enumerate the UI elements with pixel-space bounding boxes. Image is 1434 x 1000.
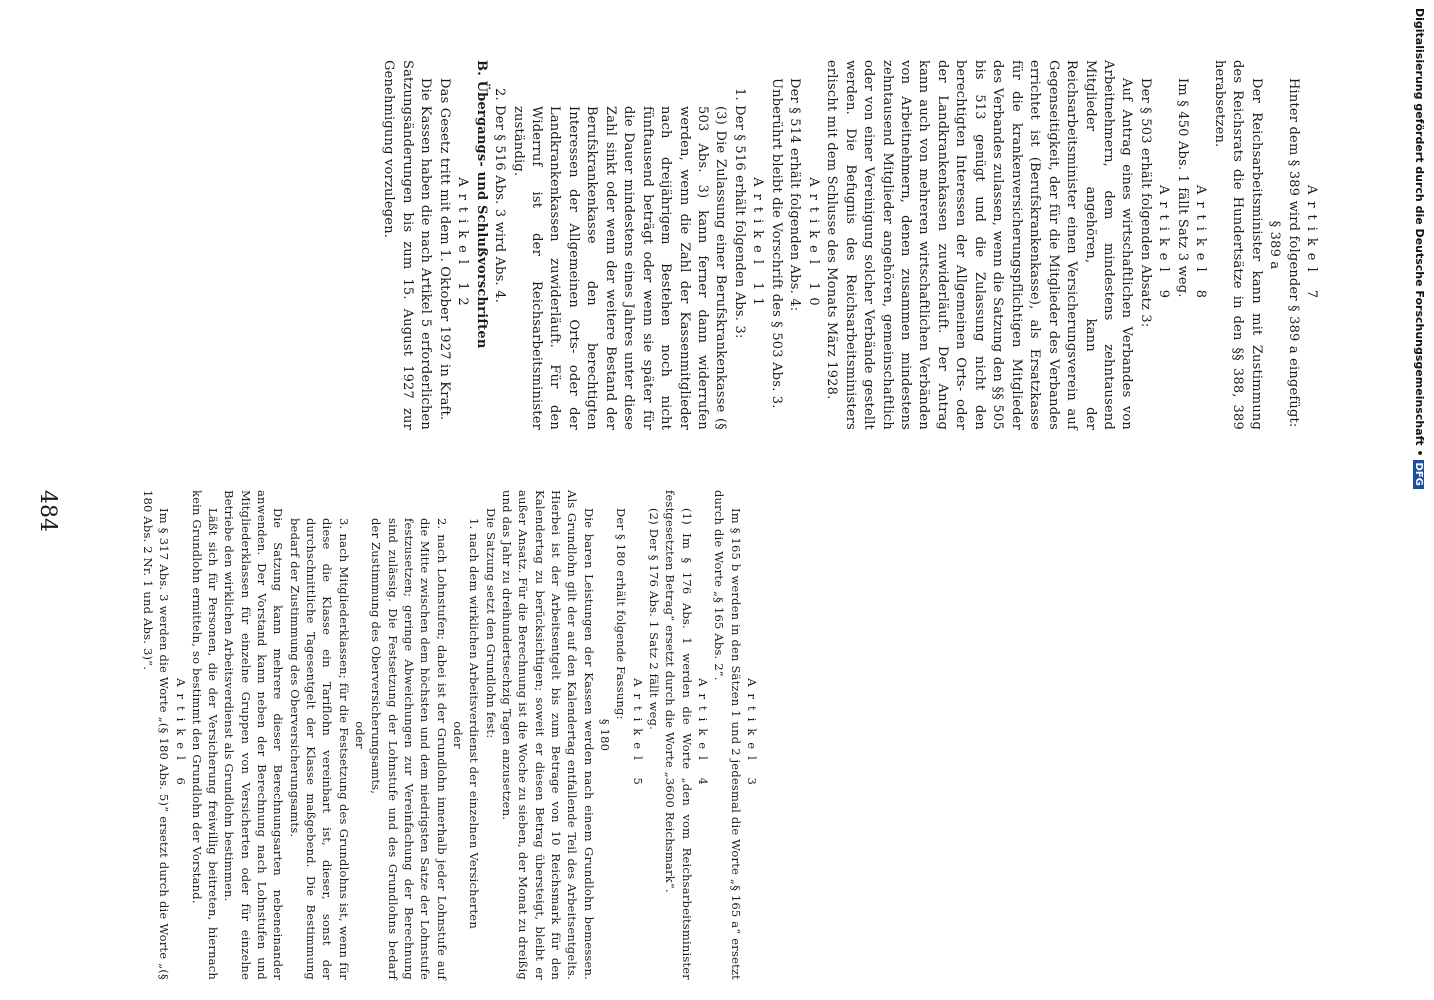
right-text-column (381, 60, 1320, 430)
list-item: 3. nach Mitgliederklassen; für die Festsetzung des Grundlohns ist, wenn für diese die Klasse ein Tariflohn vereinbart ist, dieser, sonst der durchschnittliche Tagesentgelt der Klasse maßgebend. Die Bestimmung bedarf der Zustimmung des Oberversicherungsamts. (287, 518, 351, 980)
paragraph: Die baren Leistungen der Kassen werden nach einem Grundlohn bemessen. Als Grundlohn gilt der auf den Kalendertag entfallende Teil des Arbeitsentgelts. Hierbei ist der Arbeitsentgelt bis zum Betrage von 10 Reichsmark für den Kalendertag zu berücksichtigen; soweit er diesen Betrag übersteigt, bleibt er außer Ansatz. Für die Berechnung ist die Woche zu sieben, der Monat zu dreißig und das Jahr zu dreihundertsechzig Tagen anzusetzen. (500, 490, 596, 980)
paragraph: Der § 180 erhält folgende Fassung: (614, 508, 629, 720)
paragraph: Läßt sich für Personen, die der Versicherung freiwillig beitreten, hiernach kein Grundlohn ermitteln, so bestimmt den Grundlohn der Vorstand. (189, 490, 221, 980)
paragraph: Der Reichsarbeitsminister kann mit Zustimmung des Reichsrats die Hundertsätze in den §§ 388, 389 herabsetzen. (1211, 60, 1264, 430)
paragraph: Auf Antrag eines wirtschaftlichen Verbandes von Arbeitnehmern, dem mindestens zehntausend Mitglieder angehören, kann der Reichsarbeitsminister einen Versicherungsverein auf Gegenseitigkeit, der für die Mitglieder des Verbandes errichtet ist (Berufskrankenkasse), als Ersatzkasse für die krankenversicherungspflichtigen Mitglieder des Verbandes zulassen, wenn die Satzung den §§ 505 bis 513 genügt und die Zulassung nicht den berechtigten Interessen der Allgemeinen Orts- oder der Landkrankenkassen zuwiderläuft. Der Antrag kann auch von mehreren wirtschaftlichen Verbänden von Arbeitnehmern, denen zusammen mindestens zehntausend Mitglieder angehören, gemeinschaftlich oder von einer Vereinigung solcher Verbände gestellt werden. Die Befugnis des Reichsarbeitsministers erlischt mit dem Schlusse des Monats März 1928. (824, 60, 1135, 430)
paragraph: Der § 503 erhält folgenden Absatz 3: (1137, 78, 1153, 328)
article-heading: Artikel 11 (750, 177, 766, 313)
article-heading: Artikel 5 (630, 678, 645, 792)
article-heading: Artikel 7 (1304, 184, 1319, 306)
paragraph: Die Kassen haben die nach Artikel 5 erforderlichen Satzungsänderungen bis zum 15. August 1927 zur Genehmigung vorzulegen. (381, 60, 434, 430)
list-item: 2. nach Lohnstufen; dabei ist der Grundlohn innerhalb jeder Lohnstufe auf die Mitte zwischen dem höchsten und dem niedrigsten Satze der Lohnstufe festzusetzen; geringe Abweichungen zur Vereinfachung der Berechnung sind zulässig. Die Festsetzung der Lohnstufe und des Grundlohns bedarf der Zustimmung des Oberversicherungsamts, (369, 518, 449, 980)
left-text-column (140, 490, 760, 980)
article-heading: Artikel 12 (455, 177, 471, 313)
paragraph: Die Satzung setzt den Grundlohn fest: (483, 508, 498, 739)
article-heading: Artikel 9 (1156, 184, 1172, 306)
paragraph: Der § 514 erhält folgenden Abs. 4: (787, 78, 803, 312)
paragraph: Im § 450 Abs. 1 fällt Satz 3 weg. (1174, 78, 1190, 298)
digitization-note: Digitalisierung gefördert durch die Deutsche Forschungsgemeinschaft •DFG (1413, 8, 1426, 489)
centered-line: § 389 a (1267, 220, 1283, 270)
paragraph: Unberührt bleibt die Vorschrift des § 503 Abs. 3. (768, 78, 784, 409)
article-heading: Artikel 3 (745, 678, 759, 792)
list-item: 1. nach dem wirklichen Arbeitsverdienst der einzelnen Versicherten (467, 518, 482, 929)
centered-line: oder (451, 721, 466, 749)
dfg-logo: DFG (1413, 460, 1424, 489)
article-heading: Artikel 4 (696, 678, 711, 792)
paragraph: Das Gesetz tritt mit dem 1. Oktober 1927 in Kraft. (436, 78, 452, 421)
article-heading: Artikel 10 (805, 177, 821, 313)
article-heading: Artikel 8 (1193, 184, 1209, 306)
paragraph: Im § 165 b werden in den Sätzen 1 und 2 jedesmal die Worte „§ 165 a“ ersetzt durch die Worte „§ 165 Abs. 2“. (712, 490, 743, 980)
section-heading: B. Übergangs- und Schlußvorschriften (473, 60, 489, 349)
paragraph: Im § 317 Abs. 3 werden die Worte „(§ 180 Abs. 5)“ ersetzt durch die Worte „(§ 180 Abs. 2 Nr. 1 und Abs. 3)“. (140, 490, 172, 980)
list-item: 1. Der § 516 erhält folgenden Abs. 3: (731, 88, 747, 339)
list-item: 2. Der § 516 Abs. 3 wird Abs. 4. (492, 88, 508, 304)
paragraph: (1) Im § 176 Abs. 1 werden die Worte „den vom Reichsarbeitsminister festgesetzten Betrag“ ersetzt durch die Worte „3600 Reichsmark“. (663, 490, 694, 980)
centered-line: § 180 (598, 718, 613, 752)
page-number: 484 (35, 490, 60, 532)
paragraph: Die Satzung kann mehrere dieser Berechnungsarten nebeneinander anwenden. Der Vorstand kann neben der Berechnung nach Lohnstufen und Mitgliederklassen für einzelne Gruppen von Versicherten oder für einzelne Betriebe den wirklichen Arbeitsverdienst als Grundlohn bestimmen. (222, 490, 286, 980)
paragraph: (2) Der § 176 Abs. 1 Satz 2 fällt weg. (647, 508, 662, 731)
list-item: (3) Die Zulassung einer Berufskrankenkasse (§ 503 Abs. 3) kann ferner dann widerrufen werden, wenn die Zahl der Kassenmitglieder nach dreijährigem Bestehen noch nicht fünftausend beträgt oder wenn sie später für die Dauer mindestens eines Jahres unter diese Zahl sinkt oder wenn der weitere Bestand der Berufskrankenkasse den berechtigten Interessen der Allgemeinen Orts- oder der Landkrankenkassen zuwiderläuft. Für den Widerruf ist der Reichsarbeitsminister zuständig. (510, 106, 729, 430)
paragraph: Hinter dem § 389 wird folgender § 389 a eingefügt: (1285, 78, 1301, 428)
article-heading: Artikel 6 (173, 678, 188, 792)
centered-line: oder (353, 721, 368, 749)
